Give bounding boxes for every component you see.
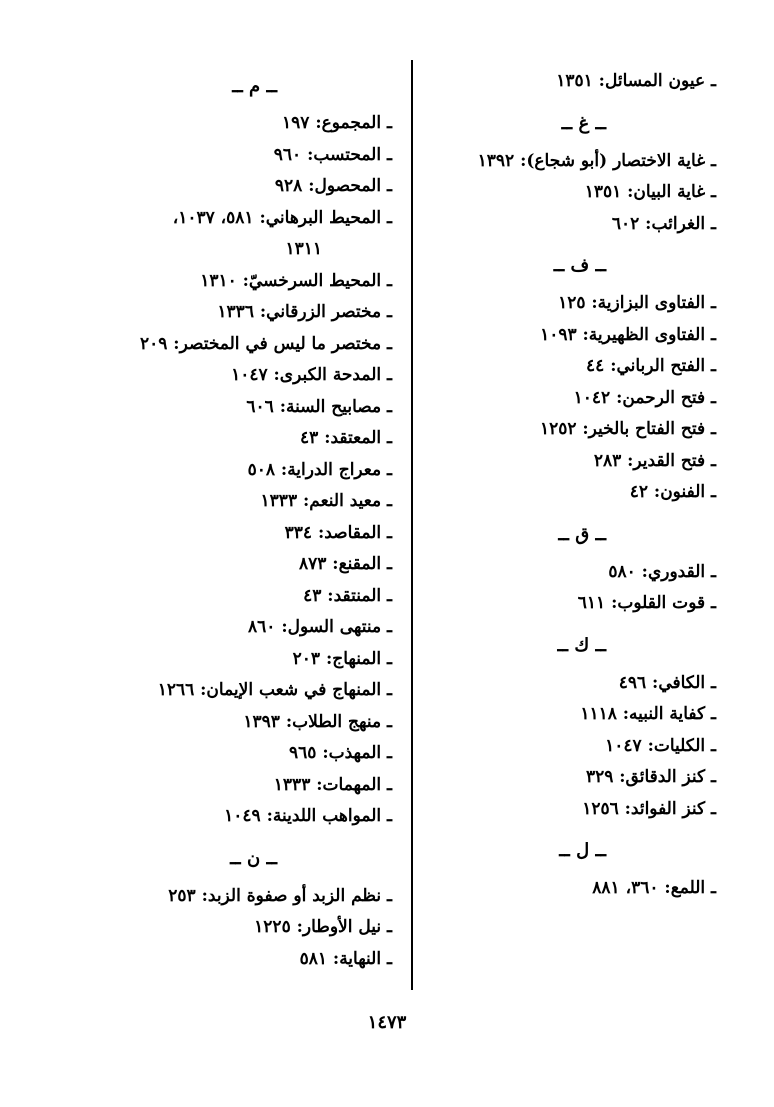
index-entry: ـ المهمات: ١٣٣٣ xyxy=(273,774,392,795)
column-divider xyxy=(411,60,413,990)
index-entry: ـ المحصول: ٩٢٨ xyxy=(274,176,392,196)
letter-heading: ــ م ــ xyxy=(232,76,277,97)
index-entry: ـ الغرائب: ٦٠٢ xyxy=(611,213,716,234)
index-entry: ـ المواهب اللدينة: ١٠٤٩ xyxy=(224,806,392,826)
index-entry: ـ الكافي: ٤٩٦ xyxy=(618,672,716,693)
index-entry: ـ المحيط البرهاني: ٥٨١، ١٠٣٧، xyxy=(172,207,392,228)
index-entry: ـ كنز الدقائق: ٣٢٩ xyxy=(585,767,716,787)
index-entry: ـ مختصر الزرقاني: ١٣٣٦ xyxy=(217,302,392,322)
letter-heading: ــ ق ــ xyxy=(558,523,606,545)
index-entry: ـ قوت القلوب: ٦١١ xyxy=(577,593,716,613)
index-entry: ـ المنهاج في شعب الإيمان: ١٢٦٦ xyxy=(157,680,392,700)
index-entry: ـ عيون المسائل: ١٣٥١ xyxy=(556,71,716,91)
page-number: ١٤٧٣ xyxy=(367,1012,407,1033)
index-entry: ـ غاية البيان: ١٣٥١ xyxy=(584,182,716,202)
index-entry: ـ الكليات: ١٠٤٧ xyxy=(605,735,716,756)
letter-heading: ــ ف ــ xyxy=(553,255,606,276)
letter-heading: ــ ن ــ xyxy=(230,847,277,869)
index-entry: ـ المعتقد: ٤٣ xyxy=(300,428,392,448)
index-entry: ـ الفتح الرباني: ٤٤ xyxy=(586,356,716,376)
index-entry: ـ منتهى السول: ٨٦٠ xyxy=(248,617,392,637)
index-entry: ـ غاية الاختصار (أبو شجاع): ١٣٩٢ xyxy=(477,150,716,171)
letter-heading: ــ ك ــ xyxy=(557,634,606,656)
index-entry: ـ منهج الطلاب: ١٣٩٣ xyxy=(243,711,392,732)
index-entry: ـ المنهاج: ٢٠٣ xyxy=(292,648,392,669)
index-entry: ـ مصابيح السنة: ٦٠٦ xyxy=(246,396,392,417)
index-entry: ـ فتح الفتاح بالخير: ١٢٥٢ xyxy=(539,419,716,439)
index-entry: ـ نيل الأوطار: ١٢٢٥ xyxy=(254,917,392,937)
index-entry: ـ المنتقد: ٤٣ xyxy=(303,585,392,606)
index-entry: ـ المقنع: ٨٧٣ xyxy=(298,554,392,574)
index-entry: ـ المقاصد: ٣٣٤ xyxy=(284,522,392,543)
index-entry: ـ فتح القدير: ٢٨٣ xyxy=(593,450,716,471)
index-entry: ـ معراج الدراية: ٥٠٨ xyxy=(247,459,392,480)
index-entry: ـ المحيط السرخسيّ: ١٣١٠ xyxy=(200,270,392,291)
index-column-right xyxy=(396,66,716,905)
index-entry-continuation: ١٣١١ xyxy=(285,239,322,259)
index-entry: ـ المحتسب: ٩٦٠ xyxy=(273,144,392,165)
index-entry: ـ فتح الرحمن: ١٠٤٢ xyxy=(573,387,716,408)
index-entry: ـ نظم الزبد أو صفوة الزبد: ٢٥٣ xyxy=(168,885,392,906)
index-entry: ـ الفنون: ٤٢ xyxy=(629,482,716,502)
letter-heading: ــ غ ــ xyxy=(561,112,606,134)
letter-heading: ــ ل ــ xyxy=(559,840,606,861)
index-column-left xyxy=(32,66,392,975)
index-entry: ـ معيد النعم: ١٣٣٣ xyxy=(260,491,392,511)
index-entry: ـ المدحة الكبرى: ١٠٤٧ xyxy=(231,365,392,385)
index-entry: ـ النهاية: ٥٨١ xyxy=(299,948,392,969)
index-entry: ـ الفتاوى الظهيرية: ١٠٩٣ xyxy=(540,324,716,345)
index-entry: ـ القدوري: ٥٨٠ xyxy=(608,561,716,582)
index-entry: ـ الفتاوى البزازية: ١٢٥ xyxy=(558,293,716,313)
index-entry: ـ كفاية النبيه: ١١١٨ xyxy=(580,704,716,724)
index-entry: ـ مختصر ما ليس في المختصر: ٢٠٩ xyxy=(139,333,392,354)
index-entry: ـ المهذب: ٩٦٥ xyxy=(289,743,392,763)
index-entry: ـ اللمع: ٣٦٠، ٨٨١ xyxy=(592,878,716,898)
index-entry: ـ المجموع: ١٩٧ xyxy=(282,113,392,133)
index-entry: ـ كنز الفوائد: ١٢٥٦ xyxy=(582,798,716,819)
